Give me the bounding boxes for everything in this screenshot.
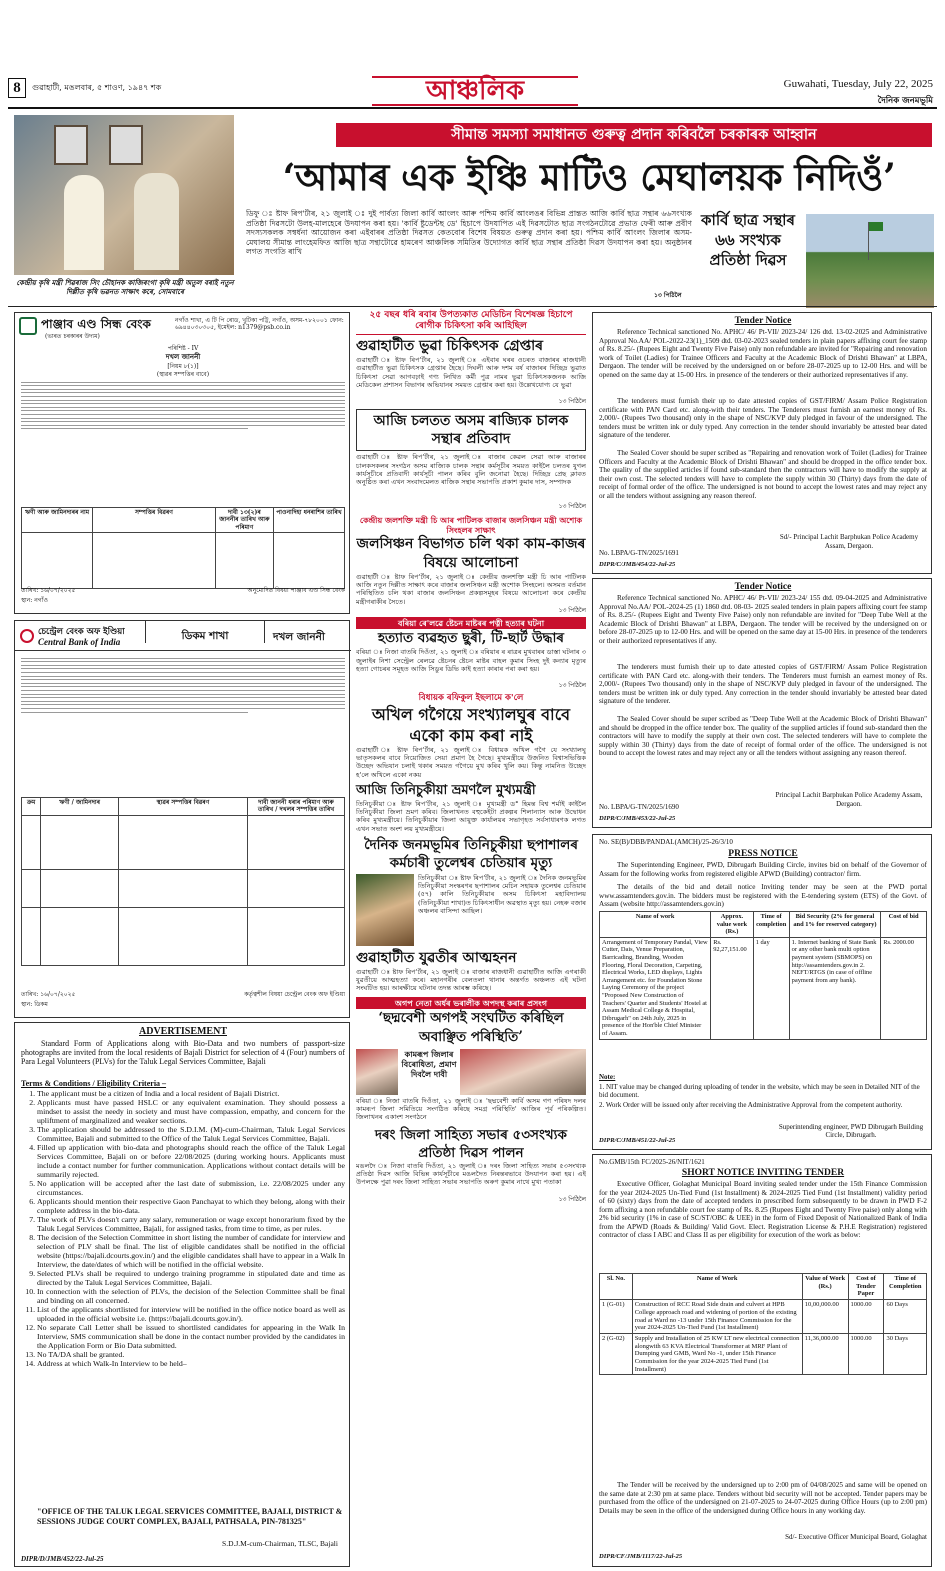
psb-address: নগাঁও শাখা, এ টি পি ৰোড, খুটিকা পট্টি, নগাঁও, অসম-৭৮২০০১ ফোন: ৬৯৪৪০৩০৩০৫, ইমেইল: n1379@psb.co.in [175,317,344,332]
advert-intro: Standard Form of Applications along with Bio-Data and two numbers of passport-size photographs are invited from the local residents of Bajali District for selection of 4 (Four) numbers of Para Legal Volunteers (PLVs) for the Taluk Legal Services Committee, Bajali [21,1039,345,1066]
psb-place: স্থান: নগাঁও [21,597,48,604]
sn-th-work: Name of Work [632,1274,802,1300]
news4-continued: ১৩ পিঠিলৈ [558,682,586,690]
sn-cell: 1 (G-01) [600,1300,633,1334]
press-body: The Superintending Engineer, PWD, Dibrugarh Building Circle, invites bid on behalf of the Governor of Assam for the following works from registered eligible APWD (Building) contractor/ firm. [599,861,927,878]
psb-th-property: সম্পত্তিৰ বিৱৰণ [93,508,216,533]
cbi-place: স্থান: ডিকম [21,1001,48,1008]
short-notice-title: SHORT NOTICE INVITING TENDER [681,1168,845,1178]
psb-date: তাৰিখ: ১৬/০৭/২০২৫ [21,587,76,594]
advert-term: 2. Applicants must have passed HSLC or any equivalent examination. They should possess a mindset to assist the needy in society and must have compassion, empathy, and concern for the upliftment of marginalized and weaker sections. [37,1098,345,1125]
central-bank-notice [14,620,350,1018]
news2-headline: আজি চলতত অসম ৰাজ্যিক চালক সন্থাৰ প্ৰতিবাদ [373,413,569,448]
sn-th-value: Value of Work (Rs.) [802,1274,848,1300]
advert-terms-heading: Terms & Conditions / Eligibility Criteria – [21,1079,167,1088]
news9-kicker: অগপ নেতা অৰ্ধৰ ভৰালীক অপদস্থ কৰাৰ প্ৰসংগ [356,997,586,1009]
advert-signatory: S.D.J.M-cum-Chairman, TLSC, Bajali [222,1539,338,1548]
short-notice-tender [592,1154,932,1567]
lead-side-title: কাৰ্বি ছাত্ৰ সন্থাৰ ৬৬ সংখ্যক প্ৰতিষ্ঠা দিৱস [701,211,795,269]
news5-kicker: বিধায়ক ৰফিকুল ইছলামে ক'লে [418,692,524,703]
cbi-date: তাৰিখ: ১৬/০৭/২০২৫ [21,991,76,998]
tender2-title: Tender Notice [734,582,792,592]
lead-body: ডিফু ঃ ষ্টাফ ৰিপ'ৰ্টাৰ, ২১ জুলাই ঃ দুই পাৰ্বত্য জিলা কাৰ্বি আংলং আৰু পশ্চিম কাৰ্বি আংলঙৰ বিভিন্ন প্ৰান্তত আজি কাৰ্বি ছাত্ৰ সন্থাৰ ৬৬সংখ্যক প্ৰতিষ্ঠা দিৱসটো উলহ-মালহেৰে উদযাপন কৰা হয়। 'কাৰ্বি ষ্টুডেন্টছ ডে' হিচাপে উদযাপিত এই দিৱসটোত ছাত্ৰ সংগঠনটোৱে প্ৰভাত ফেৰী আৰু প্ৰবীণ সদস্যসকলক সম্বৰ্ধনা আয়োজন কৰা এইবাৰৰ প্ৰতিষ্ঠা দিৱসত কেতবোৰ বিশেষ বিষয়ত গুৰুত্ব প্ৰদান কৰা হয়। পশ্চিম কাৰ্বি আংলং জিলাৰ অসম-মেঘালয় সীমান্ত লাংহেমফিত আজি ছাত্ৰ সন্থাটোৱে হামৰেণ আঞ্চলিক সমিতিৰ উদ্যোগত কাৰ্বি ছাত্ৰ সন্থাৰ প্ৰতিষ্ঠা দিৱস উদযাপন কৰা হয়। অনুষ্ঠানৰ লগত সংগতি ৰাখি [246,209,692,257]
advert-address: "OFFICE OF THE TALUK LEGAL SERVICES COMMITTEE, BAJALI, DISTRICT & SESSIONS JUDGE COURT COMPLEX, BAJALI, PATHSALA, PIN-781325" [37,1507,343,1526]
psb-th-demand: দাবী ১৩(২)ৰ জাননীৰ তাৰিখ আৰু পৰিমাণ [215,508,273,533]
advert-term: 9. Selected PLVs shall be required to undergo training programme in stipulated date and time as directed by the Taluk Legal Services Committee, Bajali. [37,1269,345,1287]
section-title: আঞ্চলিক [372,76,578,106]
cbi-branch: ডিকম শাখা [145,621,265,643]
lead-headline: ‘আমাৰ এক ইঞ্চি মাটিও মেঘালয়ক নিদিওঁ’ [282,155,896,199]
short-notice-body: Executive Officer, Golaghat Municipal Board inviting sealed tender under the 15th Finance Commission for the year 2024-2025 Un-Tied Fund (1st Installment) & 2024-2025 Tied Fund (1st Installment) validity period of 60 (sixty) days from the date of accepted tenders in prescribed form subsequently to be drawn in PWD F-2 form affixing a non refundable court fee stamp of Rs. 8.25 (Rupees Eight and Twenty Five paise) only along with 2% bid security (1% in case of SC/ST/OBC & UEE) in the form of Fixed Deposit of Nationalized Bank of India from the APWD (Roads & Building/ Valid Govt. Elect. Registration License & P.H.E Registration) registered contractor of class I ABC and Class II as per eligibility for execution of the work as below: [599,1180,927,1239]
sn-th-time: Time of Completion [884,1274,927,1300]
news10-headline: দৰং জিলা সাহিত্য সভাৰ ৫৩সংখ্যক প্ৰতিষ্ঠা দিৱস পালন [374,1126,568,1161]
tender2-body: Reference Technical sanctioned No. APHC/ 46/ Pt-VII/ 2023-24/ 155 dtd. 09-04-2025 and Administrative Approval No.AA/ POL-2024-25 (1) 1860 dtd. 08-03- 2025 sealed tenders in plain papers affixing court fee stamp of Rs. 8.25/- (Rupees Eight and Twenty Five Paise) only non refundable are invited for "Deep Tube Well at the Academic Block of Drishti Bhawan" at LBPA, Dergaon. The tender will be received by the undersigned on or before 28-07-2025 up to 12-00 Hrs. and will be opened on the same day at 15-00 Hrs. in presence of the tenderers or their authorized representatives if any. [599,594,927,645]
event-photo [806,214,934,308]
tender2-ref: No. LBPA/G-TN/2025/1690 [599,803,679,811]
cbi-bank-name: চেন্ট্ৰেল বেংক অফ ইণ্ডিয়া [38,627,125,637]
sn-cell: 1000.00 [848,1300,884,1334]
psb-table [21,507,345,589]
advert-term: 14. Address at which Walk-In Interview to be held– [37,1359,345,1368]
press-body2: The details of the bid and detail notice Inviting tender may be seen at the PWD portal www.assamtenders.gov.in. The bidders must be registered with the E-tendering system (ETS) of the Govt. of Assam (website http://assamtenders.gov.in) [599,883,927,908]
sn-th-sl: Sl. No. [600,1274,633,1300]
sn-cell: 10,00,000.00 [802,1300,848,1334]
advert-term: 7. The work of PLVs doesn't carry any salary, remuneration or wage except honorarium fixed by the Taluk Legal Services Committee, Bajali, for assigned tasks, from time to time, as per rules. [37,1215,345,1233]
press-signatory: Superintending engineer, PWD Dibrugarh Building Circle, Dibrugarh. [778,1123,924,1140]
advert-title: ADVERTISEMENT [139,1026,227,1037]
news5-headline: অখিল গগৈয়ে সংখ্যালঘুৰ বাবে একো কাম কৰা নাই [371,704,571,745]
tender1-ref: No. LBPA/G-TN/2025/1691 [599,549,679,557]
lead-photo-caption: কেন্দ্ৰীয় কৃষি মন্ত্ৰী শিৱৰাজ সিং চৌহানক কাজিৰংগা কৃষি মন্ত্ৰী অতুল বৰাই নতুন দিল্লীত কৃষি ভৱনত সাক্ষাৎ কৰে, সোমবাৰে [16,278,234,296]
advert-term: 4. Filled up application with bio-data and photographs should reach the office of the Taluk Legal Services Committee, Bajali on or before 22/08/2025 (during working hours. Applicants must include a contact number for further communication. Applications without contact details will be summarily rejected. [37,1143,345,1179]
press-th-time: Time of completion [753,912,789,938]
masthead-date-assamese: গুৱাহাটী, মঙলবাৰ, ৫ শাওণ, ১৯৪৭ শক [32,83,162,92]
page-number: 8 [8,78,26,98]
press-cell-security: 1. Internet banking of State Bank or any other bank multi option payment system (SBMOPS) on http://assamtenders.gov.in 2. NEFT/RTGS (in case of offline payment from any bank). [789,937,881,1039]
psb-title: দখল জাননী [165,352,201,361]
table-row [600,1333,927,1375]
press-cell-cost: Rs. 2000.00 [881,937,927,1039]
press-table [599,911,927,1040]
advert-term: 5. No application will be accepted after the last date of submission, i.e. 22/08/2025 under any circumstances. [37,1179,345,1197]
press-dipr: DIPR/C/JMB/451/22-Jul-25 [599,1137,676,1144]
news10-continued: ১৩ পিঠিলৈ [558,1195,586,1203]
news9-headline: ‘ছদ্মবেশী অগপই সংঘটিত কৰিছিল অবাঞ্ছিত পৰিস্থিতি’ [378,1009,564,1045]
short-notice-ref: No.GMB/15th FC/2025-26/NIT/1621 [599,1158,705,1166]
sn-cell: 2 (G-02) [600,1333,633,1375]
news2-body: গুৱাহাটী ঃ ষ্টাফ ৰিপ'ৰ্টাৰ, ২১ জুলাই ঃ বাজাৰ কেৱল সেৱা আৰু বাজাৰৰ চালকসকলৰ সংগঠন অসম ৰাজ্যিক চালক সন্থাৰ কৰ্মসূচীৰ সময়ত কাইলৈ চলতৰ যুগল কাৰ্যসূচীৰে প্ৰতিবাদী কাৰ্যসূচী পালন কৰিব বুলি জনোৱা হৈছে। দিচ্ছিদ্ৰ প্ৰেছ ক্লাবত অনুষ্ঠিত কৰা এখন সংবাদমেলত ৰাজিক সন্থাৰ সভাপতি প্ৰকাশ কুমাৰ দাস, সম্পাদক [356,453,586,487]
short-notice-table [599,1273,927,1375]
psb-subtitle: (স্থাৱৰ সম্পত্তিৰ বাবে) [156,371,210,378]
news1-body: গুৱাহাটী ঃ ষ্টাফ ৰিপ'ৰ্টাৰ, ২১ জুলাই ঃ এইবাৰ ঘৰৰ ওচৰত বাজাৰৰ ৰাজধানী গুৱাহাটীত ভুৱা চিকিৎসক গ্ৰেপ্তাৰ হৈছে। দিঘলী আৰু দশম বৰ্ষ বাজাৰৰ দিচ্ছিদ্ৰ ভুৱাত চিকিৎসা সেৱা আগবঢ়াই গণ্য লিখিত কৰ্মী পুত্ৰ নামৰ ভুৱা চিকিৎসকজনক আজি মেডিকেল প্ৰশাসন বিভাগৰ অভিযানৰ সময়ত গ্ৰেপ্তাৰ কৰা হয়। উল্লেখযোগ্য যে ভুৱা [356,356,586,389]
sn-cell: 60 Days [884,1300,927,1334]
news7-body: তিনিচুকীয়া ঃ ষ্টাফ ৰিপ'ৰ্টাৰ, ২১ জুলাই ঃ দৈনিক জনমভূমিৰ তিনিচুকীয়া সংস্কৰণৰ ছপাশালৰ মেচিন সহায়ক তুলেশ্বৰ চেতিয়াৰ (৫৭) কালি তিনিচুকীয়াৰ অসম চিকিৎসা মহাবিদ্যালয় (তিনিচুকীয়া শাখা)ত চিকিৎসাধীন অৱস্থাত মৃত্যু হয়। নেহৰু বজাৰ অঞ্চলৰ বাসিন্দা আছিল। [418,873,586,915]
news2-continued: ১৩ পিঠিলৈ [558,503,586,511]
tender2-body3: The Sealed Cover should be super scribed as "Deep Tube Well at the Academic Block of Drishti Bhawan" and should be dropped in the office tender box. The quality of the supplied articles if found sub-standard then the contractors will have to modify the supply at their own cost. The selected tenderers will have to complete the supply within 30 (Thirty) days from the date of receipt of formal order of the office. The undersigned is not bound to accept the lowest rates and may reject any or all the tenders without assigning any reason thereof. [599,715,927,757]
news9-body: বৰিয়া ঃ নিজা বাতৰি দিওঁতা, ২১ জুলাই ঃ 'ছদ্মবেশী কাৰ্বি অসম গণ পৰিষদ দলৰ কামৰূপ জিলা সমিতিয়ে সংগঠিত কৰিছে সমগ্ৰ পৰিস্থিতি' আজিৰ পূৰ্ব পৰিকল্পিত। জিলাখনৰ একাংশ সংগঠনে [356,1096,586,1122]
psb-bank-name: পাঞ্জাব এণ্ড সিন্ধ বেংক [41,317,151,331]
advert-term: 8. The decision of the Selection Committee in short listing the number of candidate for interview and selection of PLV shall be final. The list of eligible candidates shall be notified in the official website (https://bajali.dcourts.gov.in/) and the eligible candidates shall have to appear in a Walk In Interview, the date/dates of which will be notified in the official website. [37,1233,345,1269]
psb-logo-icon [19,317,37,335]
press-note-2: 2. Work Order will be issued only after receiving the Administrative Approval from the competent authority. [599,1101,903,1109]
short-notice-footer: The Tender will be received by the undersigned up to 2:00 pm of 04/08/2025 and same will be opened on the same date at 2:30 pm at same place. Tenders without bid security will not be accepted. Tender papers may be purchased from the office of the undersigned on 21-07-2025 to 24-07-2025 during Office Hours (up to 2:00 pm) Details may be seen in the office of the undersigned during Office hours in any working day. [599,1481,927,1515]
sn-cell: Supply and Installation of 25 KW LT new electrical connection alongwith 63 KVA Electrical Transformer at MRF Plant of Dumping yard GMB, Ward No -1, under 15th Finance Commission for the year 2024-2025 Tied Fund (1st Installment) [632,1333,802,1375]
news-column [356,310,586,1567]
press-th-work: Name of work [600,912,711,938]
press-note-heading: Note: [599,1073,616,1081]
advert-term: 1. The applicant must be a citizen of India and a local resident of Bajali District. [37,1089,345,1098]
psb-appendix: পৰিশিষ্ট - IV [167,345,199,352]
advert-terms-list [37,1089,345,1368]
masthead-date-english: Guwahati, Tuesday, July 22, 2025 [783,78,933,90]
table-row [600,1300,927,1334]
tender1-title: Tender Notice [734,316,792,326]
news3-kicker: কেন্দ্ৰীয় জলশক্তি মন্ত্ৰী চি আৰ পাটিলক বাজাৰ জলসিঞ্চন মন্ত্ৰী অশোক সিংহলৰ সাক্ষাৎ [359,514,583,535]
news6-headline: আজি তিনিচুকীয়া ভ্ৰমণলৈ মুখ্যমন্ত্ৰী [356,782,536,798]
cbi-table [21,797,345,966]
cbi-th-demand: দাবী জাননী ধৰাৰ পৰিমাণ আৰু তাৰিখ / দখলৰ সম্পত্তিৰ তাৰিখ [248,798,345,816]
cbi-th-sl: ক্ৰম [22,798,41,816]
tender2-dipr: DIPR/C/JMB/453/22-Jul-25 [599,815,676,822]
news8-headline: গুৱাহাটীত যুৱতীৰ আত্মহনন [356,949,517,966]
obituary-photo [356,874,414,946]
cbi-body-text [21,655,345,715]
sn-cell: 1000.00 [848,1333,884,1375]
cbi-bank-name-en: Central Bank of India [38,637,121,647]
advert-term: 10. In connection with the selection of PLVs, the decision of the Selection Committee shall be final and binding on all concerned. [37,1287,345,1305]
cbi-title: দখল জাননী [273,631,325,643]
psb-rule: [নিয়ম ৮(১)] [167,363,199,370]
news4-kicker: বৰিয়া ৰে'লৱে ষ্টেচন মাষ্টৰৰ পত্নী হত্যাৰ ঘটনা [356,617,586,629]
press-th-value: Approx. value work (Rs.) [711,912,754,938]
press-ref: No. SE(B)/DBB/PANDAL(AMCH)/25-26/3/10 [599,838,733,846]
news4-headline: হত্যাত ব্যৱহৃত ছুৰী, টি-ছাৰ্ট উদ্ধাৰ [377,630,565,647]
advert-term: 6. Applicants should mention their respective Gaon Panchayat to which they belong, along with their complete address in the bio-data. [37,1197,345,1215]
news3-headline: জলসিঞ্চন বিভাগত চলি থকা কাম-কাজৰ বিষয়ে আলোচনা [356,535,586,571]
press-th-cost: Cost of bid [881,912,927,938]
tender2-body2: The tenderers must furnish their up to date attested copies of GST/FIRM/ Assam Police Registration certificate with PAN Card etc. along-with their tenders. The Tenderers must furnish an earnest money of Rs. 2,000/- (Rupees Two thousand) only in the shape of NSC/KVP duly pledged in favour of the undersigned. The tenders must be written ink or duly typed. Any correction in the tender should invariably be attested bear dated signature of the tenderer. [599,663,927,705]
cbi-signatory: কৰ্তৃত্বশীল বিষয়া চেন্ট্ৰেল বেংক অফ ইণ্ডিয়া [244,991,345,998]
news9-photo-right [460,1049,586,1095]
punjab-sind-bank-notice [14,312,350,614]
advertisement [14,1022,350,1567]
advert-term: 3. The application should be addressed to the S.D.I.M. (M)-cum-Chairman, Taluk Legal Services Committee, Bajali and submitted to the Office of the Taluk Legal Services Committee, Bajali. [37,1125,345,1143]
press-title: PRESS NOTICE [728,849,798,859]
short-notice-signatory: Sd/- Executive Officer Municipal Board, Golaghat [785,1533,927,1541]
cbi-th-borrower: ঋণী / জামিনদাৰ [41,798,119,816]
tender-notice-1 [592,312,932,574]
press-cell-work: Arrangement of Temporary Pandal, View Cutter, Dais, Venue Preparation, Barricading, Branding, Wooden Flooring, Floral Decoration, Carpeting, Electrical Works, LED displays, Lights Arrangement etc. for Foundation Stone Laying Ceremony of the project "Proposed New Construction of Teachers' Quarter and Students' Hostel at Assam Medical College & Hospital, Dibrugarh" on 24th July, 2025 in presence of the Hon'ble Chief Minister of Assam. [600,937,711,1039]
news5-body: গুৱাহাটী ঃ ষ্টাফ ৰিপ'ৰ্টাৰ, ২১ জুলাই ঃ বিধায়ক অখিল গগৈ যে সংখ্যালঘু ভাতৃসকলৰ বাবে নিয়োজিত সেয়া প্ৰমাণ হৈ গৈছে। মুখ্যমন্ত্ৰীয়ে উজনিত বিশ্বাসভিত্তিক উচ্ছেদ অভিযান চলাই থকাৰ সময়ত গগৈয়ে মুখ কৰিব খুলি কয়। কিন্তু নামনিত উচ্ছেদ হ'লে অখিলে একো নকয় [356,745,586,779]
tender1-dipr: DIPR/C/JMB/454/22-Jul-25 [599,561,676,568]
news4-body: বৰিয়া ঃ নিজা বাতৰি দিওঁতা, ২১ জুলাই ঃ বৰিয়াৰ ৰ ৰাত্ৰৰ মুখবাৰৰ ডাস্তা ঘটনাৰ ৩ জুলাইৰ নিশা সেন্ট্ৰেল ৰেলৱে ষ্টেচনৰ ষ্টেচন মাষ্টৰ বাহল কুমাৰ সিংহ দুই কন্যাৰ মৃত্যুৰ হত্যা গোচৰৰ সমূহত আজি সিডুৰ ডিভি কাই হত্যা কাৰাৰ পৰা কৰা হয়। [356,648,586,673]
psb-bank-sub: (ভাৰত চৰকাৰৰ উদ্যম) [45,333,100,340]
news9-photo-left [356,1049,398,1095]
cbi-th-property: স্থাৱৰ সম্পত্তিৰ বিৱৰণ [118,798,247,816]
advert-term: 11. List of the applicants shortlisted for interview will be notified in the office notice board as well as uploaded in the official website i.e. (https://bajali.dcourts.gov.in/). [37,1305,345,1323]
sn-th-cost: Cost of Tender Paper [848,1274,884,1300]
news1-headline: গুৱাহাটীত ভুৱা চিকিৎসক গ্ৰেপ্তাৰ [356,338,544,354]
news6-body: তিনিচুকীয়া ঃ ষ্টাফ ৰিপ'ৰ্টাৰ, ২১ জুলাই ঃ মুখ্যমন্ত্ৰী ড° হিমন্ত বিশ্ব শৰ্মাই কাইলৈ তিনিচুকীয়া জিলা ভ্ৰমণ কৰিব। জিলাখনত বহুকেইটা প্ৰকল্পৰ শিলান্যাস আৰু উদ্বোধন কৰিব মুখ্যমন্ত্ৰীয়ে। তিনিচুকীয়াৰ জিলা আয়ুক্ত কাৰ্যালয়ৰ সভাগৃহত সৰ্বসাধাৰণক লগত এখন সভাত অংশ লয় মুখ্যমন্ত্ৰীয়ে। [356,799,586,833]
news1-kicker: ২৫ বছৰ ধৰি ৰবাৰ উপত্যকাত মেডিচিন বিশেষজ্ঞ হিচাপে ৰোগীক চিকিৎসা কৰি আহিছিল [356,310,586,335]
psb-th-date: পাওনাদিহা ধনৰাশিৰ তাৰিখ [273,508,344,533]
news1-continued: ১৩ পিঠিলৈ [558,398,586,405]
press-cell-value: Rs. 92,27,151.00 [711,937,754,1039]
news3-body: গুৱাহাটী ঃ ষ্টাফ ৰিপ'ৰ্টাৰ, ২১ জুলাই ঃ কেন্দ্ৰীয় জলশক্তি মন্ত্ৰী চি আৰ পাটিলক আজি নতুন দিল্লীত সাক্ষাৎ কৰে বাজাৰ জলসিঞ্চন মন্ত্ৰী অশোক সিংহলে। অসমত বৰ্তমান পৰিস্থিতিত চলি থকা বাজাৰ জলসিঞ্চন প্ৰকল্পসমূহৰ বিষয়ে আলোচনা কৰে কেন্দ্ৰীয় মন্ত্ৰীগৰাকীৰ সৈতে। [356,572,586,606]
tender1-body3: The Sealed Cover should be super scribed as "Repairing and renovation work of Toilet (Ladies) for Trainee Officers and Faculty at the Academic Block of Drishti Bhawan" and should be dropped in the office tender box. The quality of the supplied articles if found sub-standard then the contractors will have to modify the supply at their own cost. The selected tenders will have to complete the supply within 30 (Thirty) days from the date of receipt of formal order of the office. The undersigned is not bound to accept the lowest rates and may reject any or all the tenders without assigning any reason thereof. [599,449,927,500]
psb-th-borrower: ঋণী আৰু জামিনদাৰৰ নাম [22,508,93,533]
lead-kicker: সীমান্ত সমস্যা সমাধানত গুৰুত্ব প্ৰদান কৰিবলৈ চৰকাৰক আহ্বান [336,123,932,147]
tender2-signatory: Principal Lachit Barphukan Police Academy Assam, Dergaon. [775,791,923,808]
lead-continued: ১৩ পিঠিলৈ [654,292,682,299]
masthead-rule [8,107,937,109]
paper-name: দৈনিক জনমভূমি [877,96,933,106]
tender1-body2: The tenderers must furnish their up to date attested copies of GST/FIRM/ Assam Police Registration certificate with PAN Card etc. along-with their tenders. The Tenderers must furnish an earnest money of Rs. 2,000/- (Rupees Two thousand) only in the shape of NSC/KVP duly pledged in favour of the undersigned. The tenders must be written ink or duly typed. Any correction in the tender should invariably be attested bear dated signature of the tenderer. [599,397,927,439]
press-cell-time: 1 day [753,937,789,1039]
advert-term: 12. No separate Call Letter shall be issued to shortlisted candidates for appearing in the Walk In Interview, SMS communication shall be done in the contact number provided by the candidates in the Application Form or Bio Data submitted. [37,1323,345,1350]
tender1-signatory: Sd/- Principal Lachit Barphukan Police Academy Assam, Dergaon. [779,533,919,550]
cbi-logo-icon [20,629,34,643]
news10-body: মঙলদৈ ঃ নিজা বাতৰি দিওঁতা, ২১ জুলাই ঃ দৰং জিলা সাহিত্য সভাৰ ৫৩সংখ্যক প্ৰতিষ্ঠা দিৱস আজি বিভিন্ন কাৰ্যসূচীৰে মঙলদৈত নিৰন্তৰভাবে উদযাপন কৰা হয়। এই উপলক্ষে পুৱা দৰং জিলা সাহিত্য সভাৰ সভাপতি অৰুণ কুমাৰ নাথে মুখ্য পতাকা [356,1161,586,1187]
lead-rule [8,306,937,307]
short-notice-dipr: DIPR/CF/JMB/1117/22-Jul-25 [599,1553,683,1560]
sn-cell: 30 Days [884,1333,927,1375]
psb-signatory: অনুমোদিত বিষয়া পাঞ্জাব এণ্ড সিন্ধ বেংক [247,587,345,594]
news7-headline: দৈনিক জনমভূমিৰ তিনিচুকীয়া ছপাশালৰ কৰ্মচাৰী তুলেশ্বৰ চেতিয়াৰ মৃত্যু [364,836,578,871]
lead-photo [14,115,234,275]
sn-cell: 11,36,000.00 [802,1333,848,1375]
advert-ref: DIPR/D/JMB/452/22-Jul-25 [21,1555,104,1563]
news9-side: কামৰূপ জিলাৰ বিৰোধিতা, প্ৰমাণ দিবলৈ দাবী [401,1048,457,1079]
press-notice [592,834,932,1150]
press-note-1: 1. NIT value may be changed during uploading of tender in the website, which may be seen in Detailed NIT of the bid document. [599,1083,920,1100]
psb-body-text [21,379,345,432]
sn-cell: Construction of RCC Road Side drain and culvert at HPB College approach road and widening of portion of the existing road at Ward no -13 under 15th Finance Commission for the year 2024-2025 Un-Tied Fund (1st Installment) [632,1300,802,1334]
press-th-security: Bid Security (2% for general and 1% for reserved category) [789,912,881,938]
news8-body: গুৱাহাটী ঃ ষ্টাফ ৰিপ'ৰ্টাৰ, ২১ জুলাই ঃ বাজাৰ ৰাজধানী গুৱাহাটীত আজি এগৰাকী যুৱতীয়ে আত্মহত্যা কৰে। মহানগৰীৰ বেলতলা থানাৰ অন্তৰ্গত অঞ্চলত এই ঘটনা সংঘটিত হয়। আৰক্ষীয়ে ঘটনাৰ তদন্ত আৰম্ভ কৰিছে। [356,967,586,993]
tender1-body: Reference Technical sanctioned No. APHC/ 46/ Pt-VII/ 2023-24/ 126 dtd. 13-02-2025 and Administrative Approval No.AA/ POL-2022-23(1)_1509 dtd. 03-02-2023 sealed tenders in plain papers affixing court fee stamp of Rs. 8.25/- (Rupees Eight and Twenty Five Paise) only non refundable are invited for "Repairing and renovation work of Toilet (Ladies) for Trainee Officers and Faculty at the Academic Block of Drishti Bhawan" at LBPA, Dergaon. The tender will be received by the undersigned on or before 28-07-2025 up to 12-00 Hrs. and will be opened on the same day at 15-00 Hrs. in presence of the tenderers or their authorized representatives if any. [599,328,927,379]
news3-continued: ১৩ পিঠিলৈ [558,606,586,614]
advert-term: 13. No TA/DA shall be granted. [37,1350,345,1359]
tender-notice-2 [592,578,932,828]
